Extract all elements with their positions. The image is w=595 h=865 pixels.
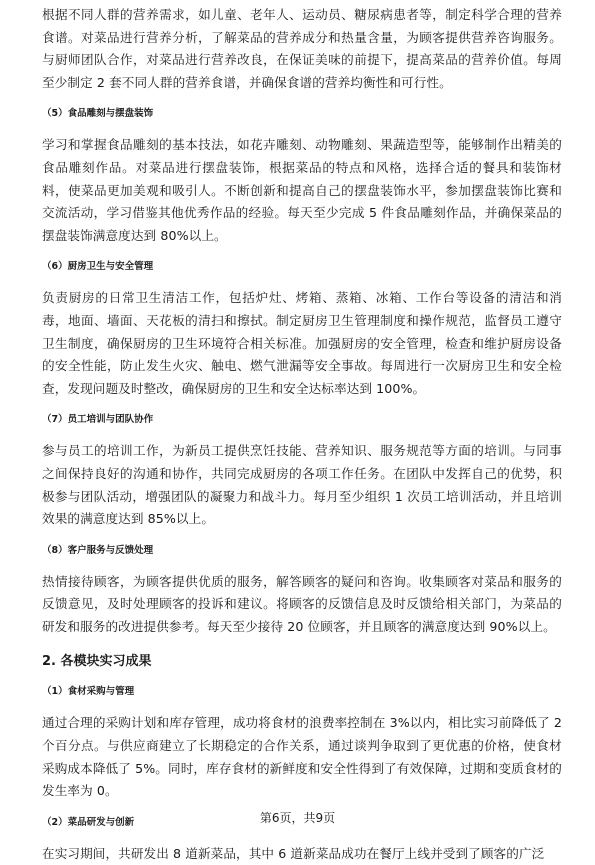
paragraph-nutrition: 根据不同人群的营养需求，如儿童、老年人、运动员、糖尿病患者等，制定科学合理的营养食谱。对菜品进行营养分析，了解菜品的营养成分和热量含量，为顾客提供营养咨询服务。与厨师团队合作，对菜品进行营养改良，在保证美味的前提下，提高菜品的营养价值。每周至少制定 2 套不同人群的营养食谱，并确保食谱的营养均衡性和可行性。	[42, 7, 562, 90]
heading-procurement: （1）食材采购与管理	[42, 686, 135, 698]
paragraph-procurement: 通过合理的采购计划和库存管理，成功将食材的浪费率控制在 3%以内，相比实习前降低了 2 个百分点。与供应商建立了长期稳定的合作关系，通过谈判争取到了更优惠的价格，使食材采购成本降低了 5%。同时，库存食材的新鲜度和安全性得到了有效保障，过期和变质食材的发生率为 0。	[42, 715, 562, 799]
page-footer: 第6页，共9页	[259, 811, 336, 825]
heading-customer-service: （8）客户服务与反馈处理	[42, 544, 154, 556]
paragraph-food-carving: 学习和掌握食品雕刻的基本技法，如花卉雕刻、动物雕刻、果蔬造型等，能够制作出精美的食品雕刻作品。对菜品进行摆盘装饰，根据菜品的特点和风格，选择合适的餐具和装饰材料，使菜品更加美观和吸引人。不断创新和提高自己的摆盘装饰水平，参加摆盘装饰比赛和交流活动，学习借鉴其他优秀作品的经验。每天至少完成 5 件食品雕刻作品，并确保菜品的摆盘装饰满意度达到 80%以上。	[42, 137, 562, 243]
page-content	[42, 4, 562, 865]
heading-food-carving: （5）食品雕刻与摆盘装饰	[42, 108, 154, 120]
paragraph-staff-training: 参与员工的培训工作，为新员工提供烹饪技能、营养知识、服务规范等方面的培训。与同事之间保持良好的沟通和协作，共同完成厨房的各项工作任务。在团队中发挥自己的优势，积极参与团队活动，增强团队的凝聚力和战斗力。每月至少组织 1 次员工培训活动，并且培训效果的满意度达到 85%以上。	[42, 443, 562, 527]
paragraph-menu-development: 在实习期间，共研发出 8 道新菜品，其中 6 道新菜品成功在餐厅上线并受到了顾客的广泛	[42, 845, 545, 861]
heading-kitchen-hygiene: （6）厨房卫生与安全管理	[42, 261, 154, 273]
heading-menu-development: （2）菜品研发与创新	[42, 816, 135, 828]
paragraph-kitchen-hygiene: 负责厨房的日常卫生清洁工作，包括炉灶、烤箱、蒸箱、冰箱、工作台等设备的清洁和消毒，地面、墙面、天花板的清扫和擦拭。制定厨房卫生管理制度和操作规范，监督员工遵守卫生制度，确保厨房的卫生环境符合相关标准。加强厨房的安全管理，检查和维护厨房设备的安全性能，防止发生火灾、触电、燃气泄漏等安全事故。每周进行一次厨房卫生和安全检查，发现问题及时整改，确保厨房的卫生和安全达标率达到 100%。	[42, 290, 562, 396]
heading-staff-training: （7）员工培训与团队协作	[42, 414, 154, 426]
paragraph-customer-service: 热情接待顾客，为顾客提供优质的服务，解答顾客的疑问和咨询。收集顾客对菜品和服务的反馈意见，及时处理顾客的投诉和建议。将顾客的反馈信息及时反馈给相关部门，为菜品的研发和服务的改进提供参考。每天至少接待 20 位顾客，并且顾客的满意度达到 90%以上。	[42, 573, 562, 634]
section-heading-results: 2. 各模块实习成果	[42, 654, 152, 670]
